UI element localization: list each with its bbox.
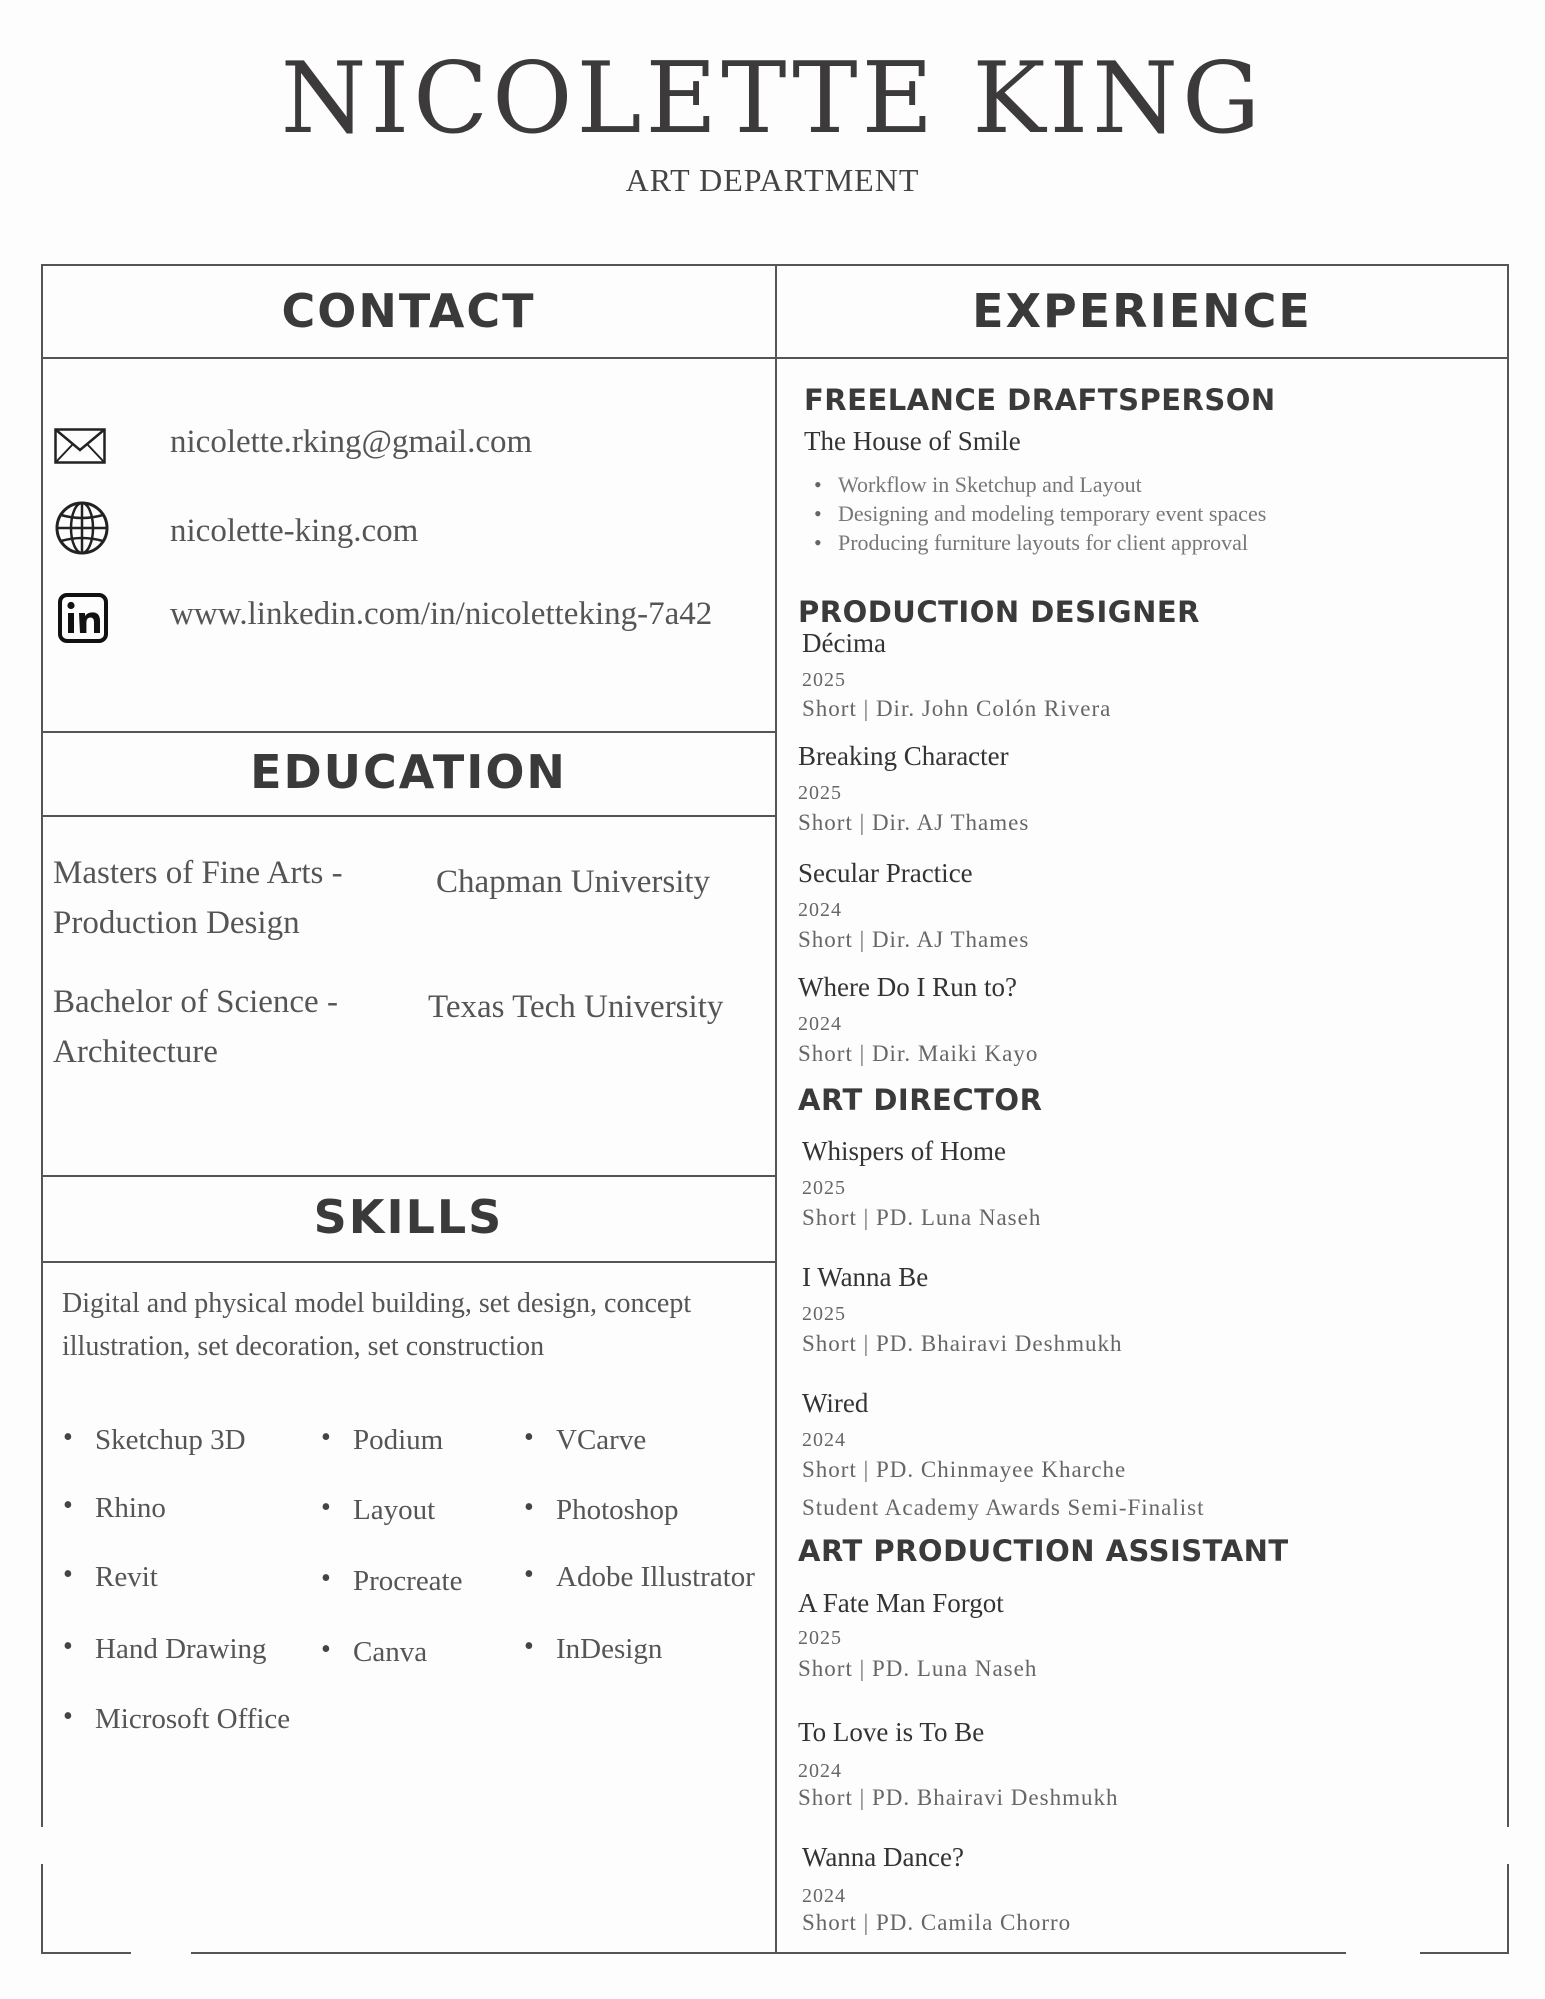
skill-item: • Layout [353,1494,435,1527]
education-degree-1-line1: Masters of Fine Arts - [53,855,343,891]
skill-item: • Canva [353,1636,427,1669]
project-year: 2025 [798,1627,842,1649]
frame-top-line [41,264,1507,266]
project-year: 2024 [802,1429,846,1451]
education-degree-2 [53,977,338,1077]
project-meta: Short | PD. Bhairavi Deshmukh [802,1331,1123,1356]
project-meta: Short | Dir. John Colón Rivera [802,696,1112,721]
skills-heading: SKILLS [313,1190,504,1244]
skills-description: Digital and physical model building, set design, concept illustration, set decoration, set construction [62,1288,692,1362]
education-degree-1 [53,848,343,948]
skill-item: • Sketchup 3D [95,1424,246,1457]
project-meta: Short | Dir. AJ Thames [798,927,1030,952]
job-title-freelance: FREELANCE DRAFTSPERSON [804,383,1276,417]
globe-icon [54,500,110,561]
education-school-1: Chapman University [436,864,711,900]
project-title: Wanna Dance? [802,1842,964,1872]
skills-bottom-line [41,1261,776,1263]
skill-item: • Photoshop [556,1494,678,1527]
project-year: 2024 [798,899,842,921]
project-year: 2025 [802,669,846,691]
list-item: • Producing furniture layouts for client approval [838,528,1266,557]
education-degree-2-line2: Architecture [53,1034,218,1070]
skill-item: • Procreate [353,1565,463,1598]
list-item: • Designing and modeling temporary event spaces [838,499,1266,528]
project-award: Student Academy Awards Semi-Finalist [802,1495,1205,1520]
project-title: Décima [802,628,886,658]
project-meta: Short | PD. Luna Naseh [798,1656,1038,1681]
project-meta: Short | PD. Bhairavi Deshmukh [798,1785,1119,1810]
project-year: 2025 [798,782,842,804]
project-meta: Short | PD. Camila Chorro [802,1910,1072,1935]
frame-right-bottom-line [1507,1864,1509,1954]
frame-right-line [1507,264,1509,1827]
project-title: Wired [802,1388,869,1418]
project-meta: Short | PD. Chinmayee Kharche [802,1457,1127,1482]
project-title: To Love is To Be [798,1717,985,1747]
project-year: 2024 [802,1885,846,1907]
education-school-2: Texas Tech University [428,989,724,1025]
education-degree-2-line1: Bachelor of Science - [53,984,338,1020]
linkedin-link[interactable]: www.linkedin.com/in/nicoletteking-7a42 [170,596,713,632]
column-divider [775,264,777,1954]
frame-bottom-line-left [41,1952,131,1954]
project-meta: Short | Dir. Maiki Kayo [798,1041,1039,1066]
contact-heading: CONTACT [281,284,536,338]
project-title: Where Do I Run to? [798,972,1017,1002]
linkedin-icon [58,593,108,648]
company-name: The House of Smile [804,426,1021,456]
resume-name: NICOLETTE KING [280,42,1265,156]
freelance-duties-list [838,470,1266,557]
project-meta: Short | PD. Luna Naseh [802,1205,1042,1230]
project-year: 2025 [802,1177,846,1199]
job-title-art-director: ART DIRECTOR [798,1083,1043,1117]
frame-bottom-line-mid [191,1952,1346,1954]
project-title: A Fate Man Forgot [798,1588,1004,1618]
frame-left-bottom-line [41,1864,43,1954]
project-year: 2024 [798,1760,842,1782]
department-subtitle: ART DEPARTMENT [625,162,920,198]
frame-bottom-line-right [1420,1952,1508,1954]
experience-heading: EXPERIENCE [972,284,1312,338]
project-year: 2024 [798,1013,842,1035]
project-title: I Wanna Be [802,1262,929,1292]
skill-item: • VCarve [556,1424,646,1457]
header-row-divider [41,357,1507,359]
envelope-icon [54,428,106,469]
skill-item: • Podium [353,1424,443,1457]
skill-item: • Revit [95,1561,158,1594]
project-year: 2025 [802,1303,846,1325]
education-degree-1-line2: Production Design [53,905,300,941]
email-link[interactable]: nicolette.rking@gmail.com [170,424,533,460]
project-title: Whispers of Home [802,1136,1006,1166]
job-title-art-production-assistant: ART PRODUCTION ASSISTANT [798,1534,1289,1568]
skill-item: • Hand Drawing [95,1633,267,1666]
skill-item: • InDesign [556,1633,662,1666]
list-item: • Workflow in Sketchup and Layout [838,470,1266,499]
skill-item: • Adobe Illustrator [556,1561,755,1594]
education-heading: EDUCATION [250,745,567,799]
project-title: Secular Practice [798,858,973,888]
skills-top-line [41,1175,776,1177]
job-title-production-designer: PRODUCTION DESIGNER [798,595,1201,629]
education-top-line [41,731,776,733]
frame-left-line [41,264,43,1827]
skill-item: • Rhino [95,1492,166,1525]
project-meta: Short | Dir. AJ Thames [798,810,1030,835]
education-bottom-line [41,815,776,817]
project-title: Breaking Character [798,741,1009,771]
skill-item: • Microsoft Office [95,1703,290,1736]
website-link[interactable]: nicolette-king.com [170,513,419,549]
